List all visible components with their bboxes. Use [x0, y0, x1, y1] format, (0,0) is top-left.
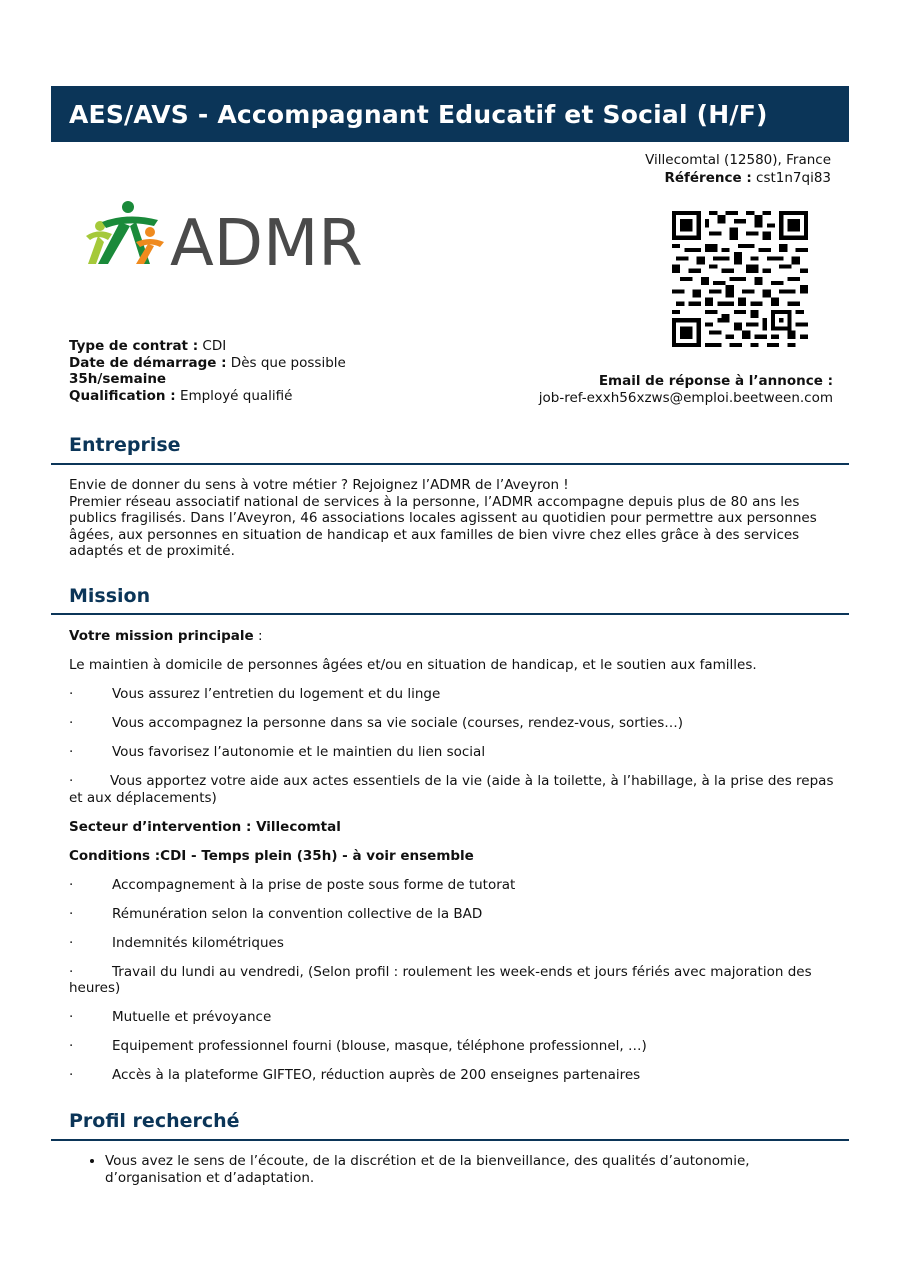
bullet-icon: · [69, 963, 74, 980]
profil-text [69, 1153, 789, 1186]
email-value[interactable]: job-ref-exxh56xzws@emploi.beetween.com [538, 389, 833, 406]
working-hours: 35h/semaine [69, 371, 167, 387]
bullet-icon: · [69, 744, 74, 760]
benefit-item: · Equipement professionnel fourni (blouse, masque, téléphone professionnel, …) [69, 1038, 647, 1054]
contract-type-label: Type de contrat : [69, 338, 199, 354]
mission-text [69, 628, 851, 1084]
location-reference [645, 151, 831, 187]
profil-list [69, 1153, 789, 1186]
bullet-icon: · [69, 876, 74, 893]
benefit-item: · Travail du lundi au vendredi, (Selon profil : roulement les week-ends et jours fériés avec majoration des heures) [69, 963, 812, 996]
admr-logo-icon [84, 198, 374, 270]
mission-intro: Le maintien à domicile de personnes âgées et/ou en situation de handicap, et le soutien aux familles. [69, 657, 757, 673]
qualification-value: Employé qualifié [179, 387, 293, 404]
benefit-item: · Accompagnement à la prise de poste sous forme de tutorat [69, 876, 516, 893]
start-date-label: Date de démarrage : [69, 354, 227, 371]
section-entreprise-header [51, 434, 849, 465]
mission-task: · Vous assurez l’entretien du logement et du linge [69, 686, 441, 702]
mission-task: · Vous accompagnez la personne dans sa vie sociale (courses, rendez-vous, sorties…) [69, 715, 684, 731]
qr-code-icon [672, 211, 808, 347]
bullet-icon: · [69, 1009, 74, 1025]
mission-task: · Vous favorisez l’autonomie et le maintien du lien social [69, 744, 486, 760]
benefit-item: · Indemnités kilométriques [69, 934, 284, 951]
job-title: AES/AVS - Accompagnant Educatif et Social (H/F) [69, 99, 768, 129]
qualification-line [69, 388, 346, 405]
bullet-icon: · [69, 715, 74, 731]
start-date-value: Dès que possible [230, 354, 346, 371]
section-entreprise-title: Entreprise [69, 434, 181, 456]
email-block [539, 373, 833, 406]
section-profil-header [51, 1110, 849, 1141]
list-item: • Vous avez le sens de l’écoute, de la discrétion et de la bienveillance, des qualités d’autonomie, d’organisation et d’adaptation. [105, 1153, 789, 1186]
reference-value: cst1n7qi83 [756, 170, 831, 186]
svg-text:ADMR: ADMR [170, 207, 363, 270]
start-date-line [69, 355, 346, 372]
reference-line [645, 169, 831, 187]
mission-main-label: Votre mission principale : [69, 628, 263, 644]
job-location: Villecomtal (12580), France [645, 152, 831, 168]
bullet-icon: · [69, 773, 74, 789]
benefit-item: · Rémunération selon la convention collective de la BAD [69, 905, 483, 922]
title-banner [51, 86, 849, 142]
qualification-label: Qualification : [69, 387, 176, 404]
mission-task: · Vous apportez votre aide aux actes essentiels de la vie (aide à la toilette, à l’habillage, à la prise des repas et aux déplacements) [69, 773, 834, 806]
benefit-item: · Mutuelle et prévoyance [69, 1009, 272, 1025]
section-profil-title: Profil recherché [69, 1110, 240, 1132]
contract-type-value: CDI [202, 338, 227, 354]
mission-sector: Secteur d’intervention : Villecomtal [69, 818, 341, 835]
bullet-icon: · [69, 934, 74, 951]
entreprise-line-1: Envie de donner du sens à votre métier ? Rejoignez l’ADMR de l’Aveyron ! [69, 477, 569, 493]
entreprise-line-2: Premier réseau associatif national de services à la personne, l’ADMR accompagne depuis plus de 80 ans les publics fragilisés. Dans l’Aveyron, 46 associations locales agissent au quotidien pour permettre aux personnes âgées, aux personnes en situation de handicap et aux familles de bien vivre chez elles grâce à des services adaptés et de proximité. [69, 493, 817, 559]
mission-conditions: Conditions :CDI - Temps plein (35h) - à voir ensemble [69, 847, 474, 864]
bullet-icon: · [69, 1038, 74, 1054]
bullet-icon: · [69, 905, 74, 922]
section-mission-header [51, 585, 849, 615]
benefit-item: · Accès à la plateforme GIFTEO, réduction auprès de 200 enseignes partenaires [69, 1067, 641, 1083]
section-mission-title: Mission [69, 585, 151, 607]
entreprise-text [69, 477, 851, 560]
reference-label: Référence : [664, 170, 752, 186]
bullet-icon: · [69, 686, 74, 702]
qr-code [672, 211, 808, 347]
company-logo [84, 198, 374, 270]
bullet-icon: · [69, 1067, 74, 1083]
email-label: Email de réponse à l’annonce : [598, 373, 833, 389]
contract-type-line [69, 338, 346, 355]
contract-details [69, 338, 346, 404]
